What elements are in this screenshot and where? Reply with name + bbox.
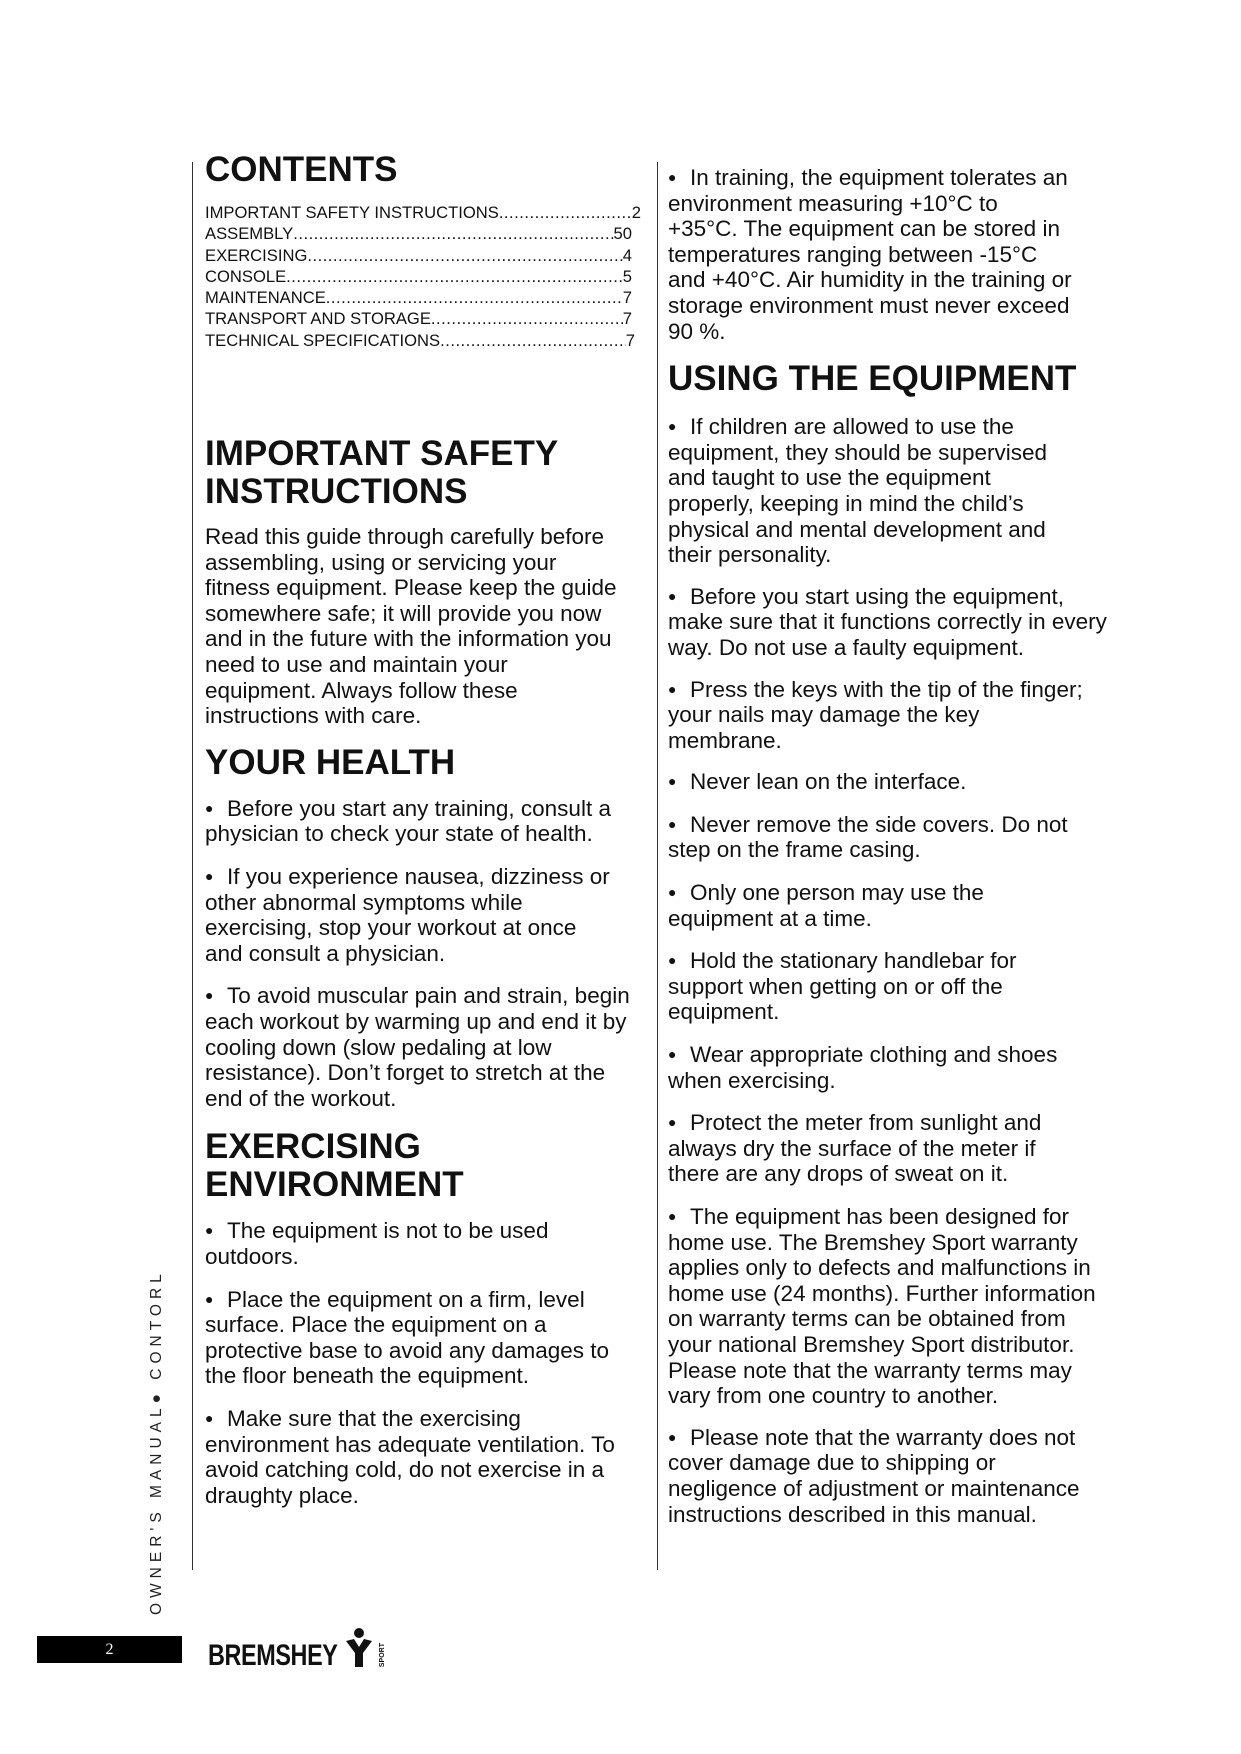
using-bullet: ● Never remove the side covers. Do not step on the frame casing. — [668, 812, 1113, 863]
environment-bullet: ● In training, the equipment tolerates an environment measuring +10°C to +35°C. The equipment can be stored in temperatures ranging between -15°C and +40°C. Air humidity in the training or storage environment must never exceed 90 %. — [668, 165, 1073, 344]
right-column-rule — [657, 162, 658, 1570]
toc-item[interactable]: TRANSPORT AND STORAGE ..... 7 — [205, 308, 632, 329]
health-bullet: ● To avoid muscular pain and strain, begin each workout by warming up and end it by cooling down (slow pedaling at low resistance). Don’t forget to stretch at the end of the workout. — [205, 983, 641, 1111]
logo-wordmark: BREMSHEY — [208, 1639, 338, 1672]
using-bullet: ● Hold the stationary handlebar for support when getting on or off the equipment. — [668, 948, 1058, 1025]
toc-item[interactable]: EXERCISING ..... 4 — [205, 245, 632, 266]
page-number: 2 — [37, 1636, 182, 1663]
logo-sport-label: SPORT — [379, 1642, 387, 1667]
using-bullet: ● Please note that the warranty does not cover damage due to shipping or negligence of adjustment or maintenance instructions described in this manual. — [668, 1425, 1088, 1527]
using-bullet: ● The equipment has been designed for home use. The Bremshey Sport warranty applies only to defects and malfunctions in home use (24 months). Further information on warranty terms can be obtained from your national Bremshey Sport distributor. Please note that the warranty terms may vary from one country to another. — [668, 1204, 1113, 1409]
toc-item[interactable]: IMPORTANT SAFETY INSTRUCTIONS ..... 2 — [205, 202, 641, 223]
logo-figure-icon — [344, 1627, 378, 1671]
right-column — [668, 165, 1113, 1527]
environment-bullet: ● Place the equipment on a firm, level surface. Place the equipment on a protective base to avoid any damages to the floor beneath the equipment. — [205, 1287, 641, 1389]
table-of-contents — [205, 202, 641, 351]
side-running-title: OWNER'S MANUAL● CONTORL — [148, 1269, 165, 1615]
using-bullet: ● If children are allowed to use the equipment, they should be supervised and taught to use the equipment properly, keeping in mind the child’s physical and mental development and their personality. — [668, 414, 1078, 568]
toc-item[interactable]: TECHNICAL SPECIFICATIONS ..... 7 — [205, 330, 635, 351]
using-bullet: ● Never lean on the interface. — [668, 769, 1113, 795]
toc-item[interactable]: CONSOLE ..... 5 — [205, 266, 632, 287]
safety-heading: IMPORTANT SAFETY INSTRUCTIONS — [205, 434, 559, 512]
toc-item[interactable]: MAINTENANCE ..... 7 — [205, 287, 632, 308]
health-bullet: ● Before you start any training, consult a physician to check your state of health. — [205, 796, 641, 847]
left-column-rule — [192, 162, 193, 1570]
using-bullet: ● Protect the meter from sunlight and always dry the surface of the meter if there are any drops of sweat on it. — [668, 1110, 1078, 1187]
left-column — [205, 150, 641, 1508]
using-bullet: ● Press the keys with the tip of the finger; your nails may damage the key membrane. — [668, 677, 1088, 754]
using-heading: USING THE EQUIPMENT — [668, 359, 1077, 399]
safety-intro: Read this guide through carefully before assembling, using or servicing your fitness equipment. Please keep the guide somewhere safe; it will provide you now and in the future with the information you need to use and maintain your equipment. Always follow these instructions with care. — [205, 524, 617, 729]
bremshey-logo — [208, 1627, 386, 1671]
environment-bullet: ● Make sure that the exercising environment has adequate ventilation. To avoid catching cold, do not exercise in a draughty place. — [205, 1406, 625, 1508]
using-bullet: ● Wear appropriate clothing and shoes when exercising. — [668, 1042, 1093, 1093]
toc-item[interactable]: ASSEMBLY ..... 50 — [205, 223, 632, 244]
health-heading: YOUR HEALTH — [205, 742, 456, 782]
environment-heading: EXERCISING ENVIRONMENT — [205, 1127, 464, 1205]
using-bullet: ● Before you start using the equipment, make sure that it functions correctly in every way. Do not use a faulty equipment. — [668, 584, 1113, 661]
contents-heading: CONTENTS — [205, 150, 398, 189]
health-bullet: ● If you experience nausea, dizziness or other abnormal symptoms while exercising, stop your workout at once and consult a physician. — [205, 864, 615, 966]
using-bullet: ● Only one person may use the equipment at a time. — [668, 880, 1048, 931]
environment-bullet: ● The equipment is not to be used outdoors. — [205, 1218, 585, 1269]
